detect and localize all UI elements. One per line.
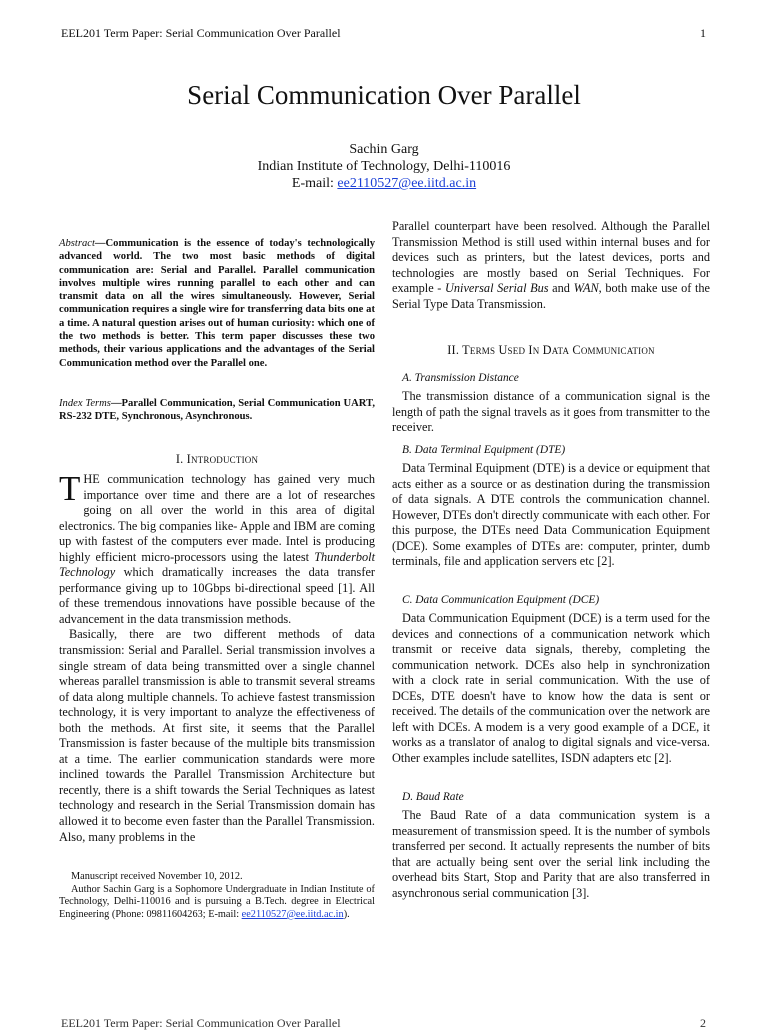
section-heading-terms: II. Terms Used In Data Communication xyxy=(447,343,655,357)
footnote-author-end: ). xyxy=(343,908,350,920)
author-email-line xyxy=(0,175,768,192)
dte-body xyxy=(392,461,710,570)
running-title: EEL201 Term Paper: Serial Communication Over Parallel xyxy=(61,26,341,40)
thunderbolt-term: Thunderbolt Technology xyxy=(59,549,375,580)
author-name: Sachin Garg xyxy=(349,142,419,157)
subheading-dte: B. Data Terminal Equipment (DTE) xyxy=(402,444,566,456)
subheading-transmission-distance: A. Transmission Distance xyxy=(402,372,519,384)
introduction-body xyxy=(59,469,375,845)
author-block xyxy=(0,141,768,192)
footnote xyxy=(59,871,375,921)
intro-p1-text-b: which dramatically increases the data transfer performance giving up to 10Gbps bi-directional speed [1]. All of these tremendous innovations have possible because of the advancement in the data transmission methods. xyxy=(59,565,375,626)
right-column-intro xyxy=(392,219,710,312)
footnote-email-link[interactable]: ee2110527@ee.iitd.ac.in xyxy=(241,908,344,920)
author-affiliation: Indian Institute of Technology, Delhi-110016 xyxy=(257,159,511,174)
intro-paragraph-1 xyxy=(59,469,375,627)
paper-title: Serial Communication Over Parallel xyxy=(187,80,581,110)
abstract-lead: Abstract xyxy=(59,238,95,249)
index-terms-lead: Index Terms xyxy=(59,398,111,409)
next-page-number: 2 xyxy=(700,1016,706,1030)
right-intro-text-b: , both make use of the Serial Type Data Transmission. xyxy=(392,281,710,311)
running-header xyxy=(61,26,706,41)
dte-text: Data Terminal Equipment (DTE) is a device or equipment that acts either as a source or as destination during the transmission of data signals. A DTE controls the communication channel. However, DTEs don't directly communicate with each other. For this purpose, the DTEs need Data Communication Equipment (DCE). Some examples of DTEs are: computer, printer, dumb terminals, file and application servers etc [2]. xyxy=(392,461,710,569)
usb-term: Universal Serial Bus xyxy=(445,281,549,296)
dce-text: Data Communication Equipment (DCE) is a term used for the devices and connections of a communication network which transmit or receive data signals, thereby, completing the communication network. DCEs also help in synchronization with a clock rate in serial communication. With the use of DCEs, DTE doesn't have to know how the data is sent or received. The details of the communication over the network are left with DCEs. A modem is a very good example of a DCE, it works as a translator of analog to digital signals and vice-versa. Other examples include satellites, ISDN adapters etc [2]. xyxy=(392,611,710,765)
abstract xyxy=(59,237,375,370)
transmission-distance-text: The transmission distance of a communication signal is the length of path the signal travels as it goes from transmitter to the receiver. xyxy=(392,389,710,435)
drop-cap: T xyxy=(59,469,81,508)
dce-body xyxy=(392,611,710,766)
email-label: E-mail: xyxy=(291,176,338,191)
subheading-dce: C. Data Communication Equipment (DCE) xyxy=(402,594,600,606)
wan-term: WAN xyxy=(573,281,599,296)
index-terms xyxy=(59,397,375,424)
right-intro-paragraph xyxy=(392,219,710,312)
right-intro-mid: and xyxy=(548,281,574,296)
baud-rate-text: The Baud Rate of a data communication system is a measurement of transmission speed. It is the number of symbols transferred per second. It actually represents the number of bits that are actually being sent over the serial link including the overhead bits Start, Stop and Parity that are also transferred in asynchronous serial communication [3]. xyxy=(392,808,710,900)
right-intro-text-a: Parallel counterpart have been resolved. Although the Parallel Transmission Method is still used within internal buses and for devices such as printers, but the latest devices, ports and technologies are mostly based on Serial Techniques. For example - xyxy=(392,219,710,296)
baud-rate-body xyxy=(392,808,710,901)
abstract-text: —Communication is the essence of today's technologically advanced world. The two most basic methods of digital communication are: Serial and Parallel. Parallel communication involves multiple wires running parallel to each other and can transmit data on all the wires simultaneously. However, Serial communication requires a single wire for transferring data bits one at a time. A natural question arises out of human curiosity: which one of the two methods is better. This term paper discusses these two methods, their various applications and the advantages of the Serial Communication method over the Parallel one. xyxy=(59,238,375,369)
author-email-link[interactable]: ee2110527@ee.iitd.ac.in xyxy=(337,176,477,191)
intro-paragraph-2: Basically, there are two different methods of data transmission: Serial and Parallel. Serial transmission involves a single stream of data being transmitted over a single channel whereas parallel transmission is able to transmit several streams of data along multiple channels. To achieve fastest transmission technology, it is very important to analyze the effectiveness of both the methods. At first site, it seems that the Parallel Transmission is faster because of the multiple bits transmission at a time. The earlier communication standards were more inclined towards the Parallel Transmission Architecture but recently, there is a shift towards the Serial Techniques as latest technology and research in the Serial Transmission domain has allowed it to become even faster than the Parallel Transmission. Also, many problems in the xyxy=(59,627,375,844)
section-heading-introduction: I. Introduction xyxy=(175,452,259,466)
page-number: 1 xyxy=(700,26,706,40)
intro-p1-text-a: HE communication technology has gained very much importance over time and there are a lot of researches going on all over the world in this area of digital electronics. The big companies like- Apple and IBM are coming up with fastest of the computers ever made. Intel is producing highly efficient micro-processors using the latest xyxy=(59,472,375,564)
index-terms-text: —Parallel Communication, Serial Communication UART, RS-232 DTE, Synchronous, Asynchronous. xyxy=(59,398,375,423)
subheading-baud-rate: D. Baud Rate xyxy=(402,791,464,803)
transmission-distance-body xyxy=(392,389,710,436)
footnote-manuscript: Manuscript received November 10, 2012. xyxy=(71,871,243,882)
footnote-author xyxy=(59,884,375,922)
footnote-author-text: Author Sachin Garg is a Sophomore Undergraduate in Indian Institute of Technology, Delhi-110016 and is pursuing a B.Tech. degree in Electrical Engineering (Phone: 09811604263; E-mail: xyxy=(59,883,375,920)
next-page-running-title: EEL201 Term Paper: Serial Communication Over Parallel xyxy=(61,1016,341,1030)
